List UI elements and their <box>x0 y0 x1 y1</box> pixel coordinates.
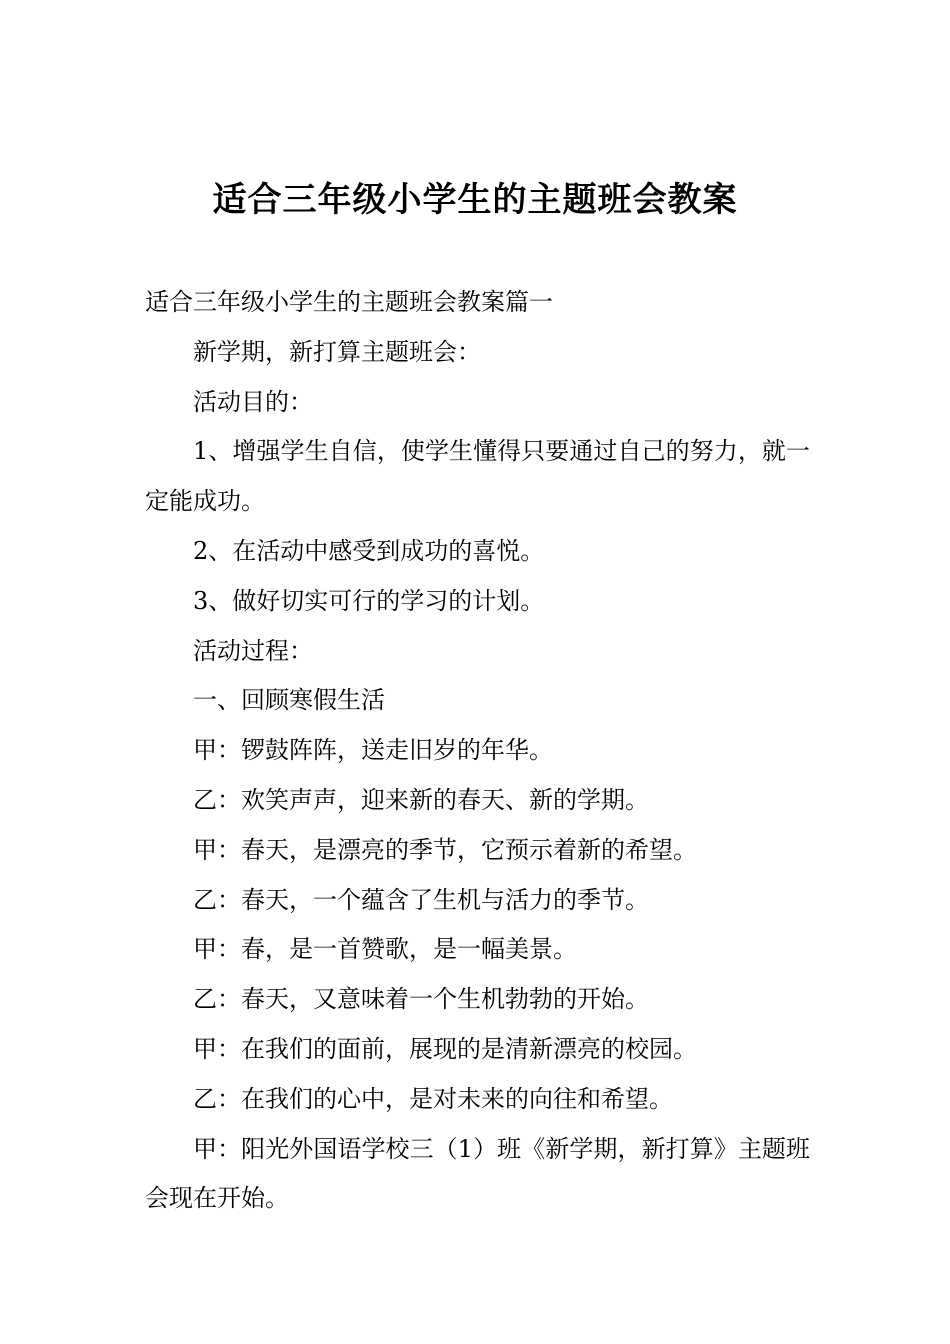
paragraph: 活动过程： <box>193 636 313 665</box>
paragraph: 1、增强学生自信，使学生懂得只要通过自己的努力，就一定能成功。 <box>145 437 810 516</box>
paragraph: 3、做好切实可行的学习的计划。 <box>193 586 545 615</box>
dialogue-line: 甲：阳光外国语学校三（1）班《新学期，新打算》主题班会现在开始。 <box>145 1134 810 1213</box>
paragraph: 2、在活动中感受到成功的喜悦。 <box>193 536 545 565</box>
document-title: 适合三年级小学生的主题班会教案 <box>212 180 738 220</box>
dialogue-line: 甲：春天，是漂亮的季节，它预示着新的希望。 <box>193 835 697 864</box>
dialogue-line: 乙：春天，一个蕴含了生机与活力的季节。 <box>193 885 649 914</box>
document-body <box>145 278 810 1224</box>
dialogue-line: 乙：春天，又意味着一个生机勃勃的开始。 <box>193 985 649 1014</box>
dialogue-line: 甲：锣鼓阵阵，送走旧岁的年华。 <box>193 736 553 765</box>
dialogue-line: 乙：在我们的心中，是对未来的向往和希望。 <box>193 1084 673 1113</box>
paragraph: 一、回顾寒假生活 <box>193 686 385 715</box>
dialogue-line: 乙：欢笑声声，迎来新的春天、新的学期。 <box>193 785 649 814</box>
dialogue-line: 甲：在我们的面前，展现的是清新漂亮的校园。 <box>193 1034 697 1063</box>
paragraph: 新学期，新打算主题班会： <box>193 337 481 366</box>
dialogue-line: 甲：春，是一首赞歌，是一幅美景。 <box>193 935 577 964</box>
section-heading: 适合三年级小学生的主题班会教案篇一 <box>145 288 553 316</box>
paragraph: 活动目的： <box>193 387 313 416</box>
